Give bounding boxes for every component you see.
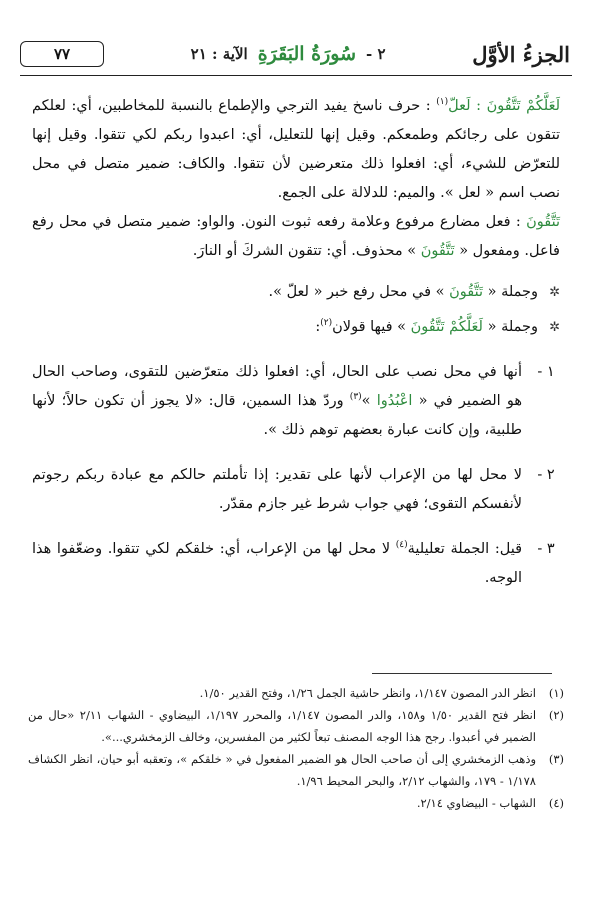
item-text: لا محل لها من الإعراب لأنها على تقدير: إذا تأملتم حالكم مع عبادة ربكم رجوتم لأنفسكم التقوى؛ فهي جواب شرط غير جازم مقدّر. <box>32 467 522 512</box>
item-text-b: » <box>361 393 371 409</box>
item-text <box>32 358 522 445</box>
part-title: الجزءُ الأوَّل <box>472 41 570 67</box>
bullet-text-c: : <box>315 319 321 335</box>
quran-phrase-inline: تَتَّقُونَ <box>420 243 455 259</box>
bullet-text-a: وجملة « <box>487 284 538 300</box>
footnote-text: الشهاب - البيضاوي ٢/١٤. <box>416 796 536 810</box>
bullet-text-b: » فيها قولان <box>332 319 406 335</box>
footnote <box>28 704 564 748</box>
bullet-text-b: » في محل رفع خبر « لعلّ ». <box>268 284 445 300</box>
footnote-text: انظر الدر المصون ١/١٤٧، وانظر حاشية الجمل ١/٢٦، وفتح القدير ١/٥٠. <box>199 686 536 700</box>
asterisk-icon: ✲ <box>549 320 560 335</box>
bullet-item <box>32 313 560 342</box>
asterisk-icon: ✲ <box>549 285 560 300</box>
ayah-label: الآية : ٢١ <box>190 45 248 63</box>
numbered-item-2 <box>32 461 560 519</box>
quran-phrase: لَعَلَّكُمْ تَتَّقُونَ <box>486 98 561 114</box>
surah-number: ٢ - <box>366 45 386 63</box>
footnote <box>28 682 564 704</box>
footnote-text: وذهب الزمخشري إلى أن صاحب الحال هو الضمير المفعول في « خلقكم »، وتعقبه أبو حيان، انظر الكشاف ١/١٧٨ - ١٧٩، والشهاب ٢/١٢، والبحر المحيط ١/٩٦. <box>28 752 536 788</box>
item-text-a: قيل: الجملة تعليلية <box>407 541 523 557</box>
bullet-item <box>32 278 560 307</box>
quran-phrase: تَتَّقُونَ <box>526 214 560 230</box>
item-text <box>32 535 522 593</box>
footnote-ref: (٣) <box>349 392 362 403</box>
footnote-number: (٤) <box>548 796 564 810</box>
bullet-text <box>315 313 538 342</box>
page-header <box>20 34 572 74</box>
footnote-ref: (٤) <box>395 540 408 551</box>
numbered-item-1 <box>32 358 560 445</box>
footnote-number: (٣) <box>548 752 564 766</box>
footnote <box>28 792 564 814</box>
bullet-text <box>268 278 538 307</box>
item-text-a: أنها في محل نصب على الحال، أي: افعلوا ذلك متعرّضين للتقوى، وصاحب الحال هو الضمير في « <box>32 364 522 409</box>
main-text <box>32 92 560 593</box>
footnote-text: انظر فتح القدير ١/٥٠ و١٥٨، والدر المصون ١/١٤٧، والمحرر ١/١٩٧، البيضاوي - الشهاب ٢/١١ «حال من الضمير في أعبدوا. رجح هذا الوجه المصنف تبعاً لكثير من المفسرين، وخالف الزمخشري...». <box>28 708 537 744</box>
item-text-b: لا محل لها من الإعراب، أي: خلقكم لكي تتقوا. وضعّفوا هذا الوجه. <box>32 541 522 586</box>
paragraph-2 <box>32 208 560 266</box>
item-number: ١ - <box>537 364 555 380</box>
item-number: ٢ - <box>537 467 555 483</box>
quran-phrase-inline: لَعَلَّكُمْ تَتَّقُونَ <box>410 319 483 335</box>
footnote-number: (٢) <box>548 708 564 722</box>
item-text-c: وردّ هذا السمين، قال: «لا يجوز أن تكون حالاً؛ لأنها طلبية، وإن كانت عبارة بعضهم توهم ذلك ». <box>32 393 522 438</box>
bullet-text-a: وجملة « <box>487 319 538 335</box>
page-number: ٧٧ <box>20 41 104 67</box>
footnote-ref: (٢) <box>320 318 333 329</box>
item-number: ٣ - <box>537 541 555 557</box>
surah-info <box>191 43 386 65</box>
footnote-ref: (١) <box>436 97 449 108</box>
paragraph-text: : حرف ناسخ يفيد الترجي والإطماع بالنسبة للمخاطبين، أي: لعلكم تتقون على رجائكم وطمعكم. وقيل إنها للتعليل، أي: اعبدوا ربكم لكي تتقوا. وقيل إنها للتعرّض للشيء، أي: افعلوا ذلك متعرضين لأن تتقوا. والكاف: ضمير متصل في محل نصب اسم « لعل ». والميم: للدلالة على الجمع. <box>32 98 560 201</box>
quran-phrase-inline: اعْبُدُوا <box>376 393 413 409</box>
footnote-divider <box>372 673 552 674</box>
surah-name: سُورَةُ البَقَرَةِ <box>257 43 357 65</box>
header-divider <box>20 75 572 76</box>
paragraph-text: : فعل مضارع مرفوع وعلامة رفعه ثبوت النون. والواو: ضمير متصل في محل رفع فاعل. ومفعول « <box>32 214 560 259</box>
quran-phrase-2: : لَعلّ <box>448 98 482 114</box>
footnote-number: (١) <box>548 686 564 700</box>
quran-phrase-inline: تَتَّقُونَ <box>449 284 483 300</box>
numbered-item-3 <box>32 535 560 593</box>
footnotes <box>28 682 564 814</box>
paragraph-1 <box>32 92 560 208</box>
footnote <box>28 748 564 792</box>
paragraph-text: » محذوف. أي: تتقون الشركَ أو النارَ. <box>192 243 417 259</box>
